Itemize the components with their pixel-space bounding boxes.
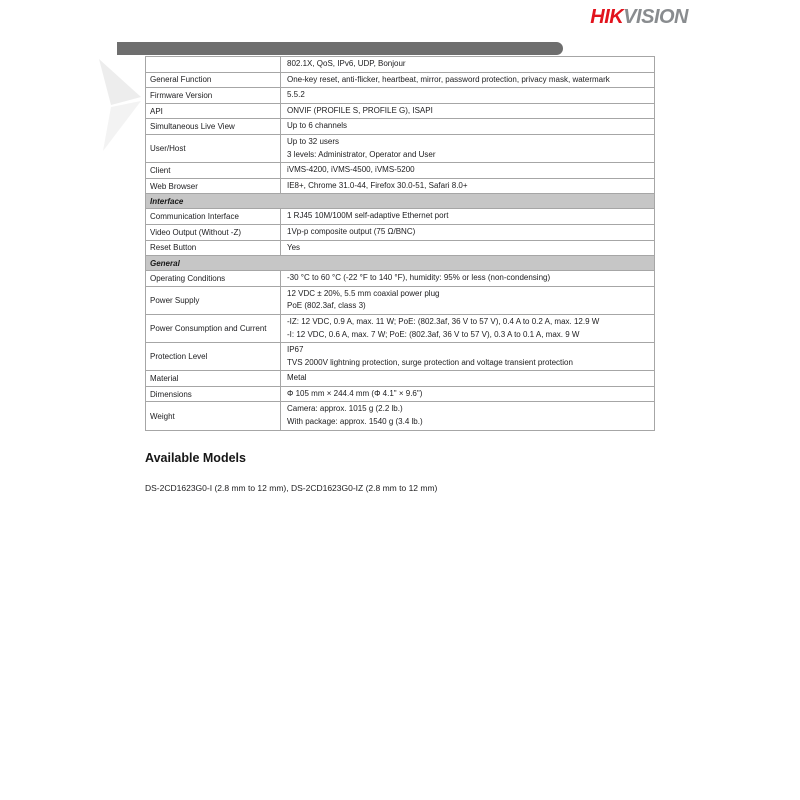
spec-value	[281, 163, 654, 178]
spec-value	[281, 402, 654, 429]
spec-label: Client	[146, 163, 281, 178]
spec-label: Power Supply	[146, 287, 281, 314]
spec-label: General Function	[146, 73, 281, 88]
section-title: Interface	[150, 196, 184, 206]
table-row	[146, 134, 654, 162]
spec-label: Weight	[146, 402, 281, 429]
table-row	[146, 370, 654, 386]
table-row	[146, 240, 654, 256]
spec-value	[281, 179, 654, 194]
spec-label: Web Browser	[146, 179, 281, 194]
spec-value-line: 1 RJ45 10M/100M self-adaptive Ethernet port	[287, 211, 449, 221]
spec-label: Material	[146, 371, 281, 386]
spec-value	[281, 343, 654, 370]
spec-label: Power Consumption and Current	[146, 315, 281, 342]
watermark-graphic	[95, 55, 150, 155]
hikvision-logo	[590, 6, 688, 29]
table-row	[146, 72, 654, 88]
spec-value	[281, 119, 654, 134]
spec-value-line: PoE (802.3af, class 3)	[287, 301, 366, 311]
spec-value-line: 3 levels: Administrator, Operator and User	[287, 149, 436, 159]
spec-value-line: -IZ: 12 VDC, 0.9 A, max. 11 W; PoE: (802.3af, 36 V to 57 V), 0.4 A to 0.2 A, max. 12.9 W	[287, 316, 600, 326]
spec-value	[281, 387, 654, 402]
table-row	[146, 386, 654, 402]
spec-value-line: Up to 6 channels	[287, 121, 348, 131]
spec-value-line: With package: approx. 1540 g (3.4 lb.)	[287, 417, 423, 427]
available-models-text: DS-2CD1623G0-I (2.8 mm to 12 mm), DS-2CD1623G0-IZ (2.8 mm to 12 mm)	[145, 483, 438, 493]
spec-label	[146, 57, 281, 72]
spec-label: Dimensions	[146, 387, 281, 402]
spec-label: Video Output (Without -Z)	[146, 225, 281, 240]
spec-value-line: 802.1X, QoS, IPv6, UDP, Bonjour	[287, 59, 406, 68]
spec-label: Operating Conditions	[146, 271, 281, 286]
spec-value-line: IP67	[287, 345, 304, 355]
table-row	[146, 162, 654, 178]
section-header-row	[146, 193, 654, 208]
spec-value	[281, 225, 654, 240]
spec-value-line: IE8+, Chrome 31.0-44, Firefox 30.0-51, Safari 8.0+	[287, 180, 468, 190]
table-row	[146, 270, 654, 286]
spec-value-line: ONVIF (PROFILE S, PROFILE G), ISAPI	[287, 105, 433, 115]
table-row	[146, 208, 654, 224]
spec-value	[281, 57, 654, 72]
spec-value-line: Metal	[287, 373, 307, 383]
spec-value-line: Yes	[287, 242, 301, 252]
spec-label: Firmware Version	[146, 88, 281, 103]
spec-value-line: iVMS-4200, iVMS-4500, iVMS-5200	[287, 165, 415, 175]
spec-value	[281, 73, 654, 88]
available-models-heading: Available Models	[145, 451, 246, 465]
spec-value-line: Φ 105 mm × 244.4 mm (Φ 4.1" × 9.6")	[287, 388, 423, 398]
spec-value-line: -I: 12 VDC, 0.6 A, max. 7 W; PoE: (802.3af, 36 V to 57 V), 0.3 A to 0.1 A, max. 9 W	[287, 329, 580, 339]
spec-value-line: One-key reset, anti-flicker, heartbeat, mirror, password protection, privacy mask, watermark	[287, 74, 610, 84]
spec-value	[281, 287, 654, 314]
spec-label: Reset Button	[146, 241, 281, 256]
table-row	[146, 87, 654, 103]
spec-value	[281, 209, 654, 224]
spec-value	[281, 88, 654, 103]
spec-label: Protection Level	[146, 343, 281, 370]
spec-value	[281, 371, 654, 386]
logo-vision-text: VISION	[623, 6, 688, 28]
table-row	[146, 178, 654, 194]
table-row	[146, 57, 654, 72]
spec-value-line: -30 °C to 60 °C (-22 °F to 140 °F), humidity: 95% or less (non-condensing)	[287, 273, 551, 283]
spec-value-line: 5.5.2	[287, 90, 305, 100]
logo-hik-text: HIK	[590, 6, 624, 28]
table-row	[146, 314, 654, 342]
spec-label: Simultaneous Live View	[146, 119, 281, 134]
table-row	[146, 224, 654, 240]
spec-value	[281, 315, 654, 342]
table-row	[146, 401, 654, 429]
table-row	[146, 103, 654, 119]
section-header-bar	[117, 42, 563, 55]
spec-value-line: Camera: approx. 1015 g (2.2 lb.)	[287, 404, 403, 414]
spec-label: API	[146, 104, 281, 119]
section-header-row	[146, 255, 654, 270]
spec-value-line: 1Vp-p composite output (75 Ω/BNC)	[287, 226, 416, 236]
spec-value	[281, 104, 654, 119]
spec-label: Communication Interface	[146, 209, 281, 224]
spec-value	[281, 271, 654, 286]
spec-value	[281, 241, 654, 256]
spec-label: User/Host	[146, 135, 281, 162]
spec-value-line: 12 VDC ± 20%, 5.5 mm coaxial power plug	[287, 288, 440, 298]
table-row	[146, 118, 654, 134]
spec-value	[281, 135, 654, 162]
table-row	[146, 286, 654, 314]
section-title: General	[150, 258, 180, 268]
table-row	[146, 342, 654, 370]
spec-value-line: TVS 2000V lightning protection, surge protection and voltage transient protection	[287, 357, 573, 367]
specification-table	[145, 56, 655, 431]
spec-value-line: Up to 32 users	[287, 136, 340, 146]
